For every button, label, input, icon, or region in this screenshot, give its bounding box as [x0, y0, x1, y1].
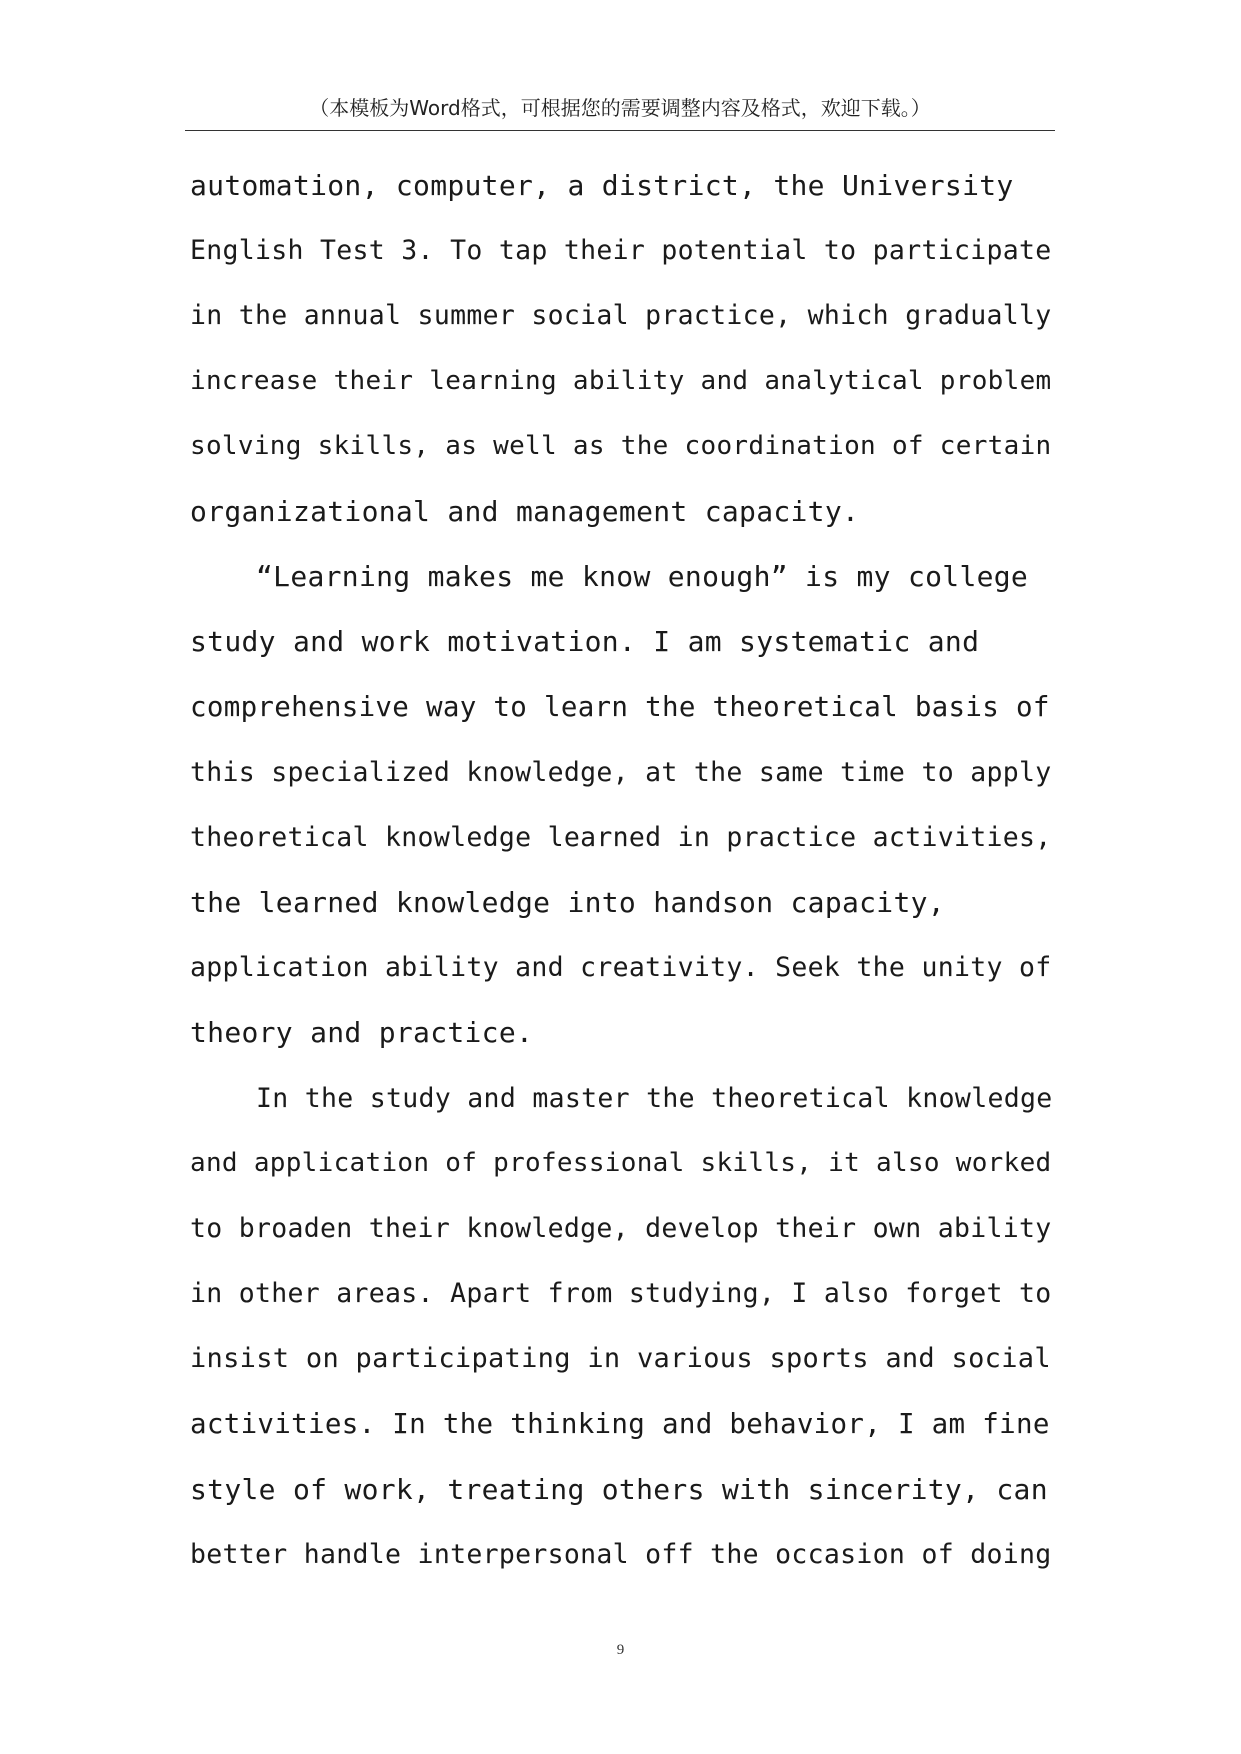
text-line: theory and practice.	[190, 1016, 534, 1050]
header-divider	[185, 130, 1055, 131]
text-line: insist on participating in various sports and social	[190, 1343, 1051, 1375]
text-line: solving skills, as well as the coordination of certain	[190, 430, 1052, 461]
text-line: better handle interpersonal off the occasion of doing	[190, 1538, 1052, 1570]
text-line: study and work motivation. I am systematic and	[190, 625, 980, 659]
text-line: in the annual summer social practice, which gradually	[190, 300, 1052, 332]
text-line: application ability and creativity. Seek the unity of	[190, 952, 1052, 984]
text-line: to broaden their knowledge, develop their own ability	[190, 1213, 1052, 1244]
text-line: theoretical knowledge learned in practice activities,	[190, 821, 1052, 853]
text-line: this specialized knowledge, at the same time to apply	[190, 756, 1052, 788]
text-line: increase their learning ability and analytical problem	[190, 365, 1052, 396]
body-text	[190, 153, 1058, 1587]
page-header: （本模板为Word格式，可根据您的需要调整内容及格式，欢迎下载。）	[309, 96, 931, 120]
text-line: and application of professional skills, it also worked	[190, 1147, 1052, 1178]
text-line: in other areas. Apart from studying, I also forget to	[190, 1278, 1052, 1310]
text-line: the learned knowledge into handson capacity,	[190, 886, 945, 920]
text-line: organizational and management capacity.	[190, 494, 860, 528]
text-line: comprehensive way to learn the theoretical basis of	[190, 690, 1050, 723]
page-number: 9	[616, 1642, 625, 1658]
text-line: style of work, treating others with sincerity, can	[190, 1472, 1048, 1506]
paragraph-first-line: In the study and master the theoretical knowledge	[256, 1082, 1053, 1114]
paragraph-first-line: “Learning makes me know enough” is my college	[256, 560, 1029, 594]
text-line: activities. In the thinking and behavior, I am fine	[190, 1407, 1050, 1440]
text-line: English Test 3. To tap their potential to participate	[190, 235, 1052, 267]
text-line: automation, computer, a district, the University	[190, 169, 1014, 202]
